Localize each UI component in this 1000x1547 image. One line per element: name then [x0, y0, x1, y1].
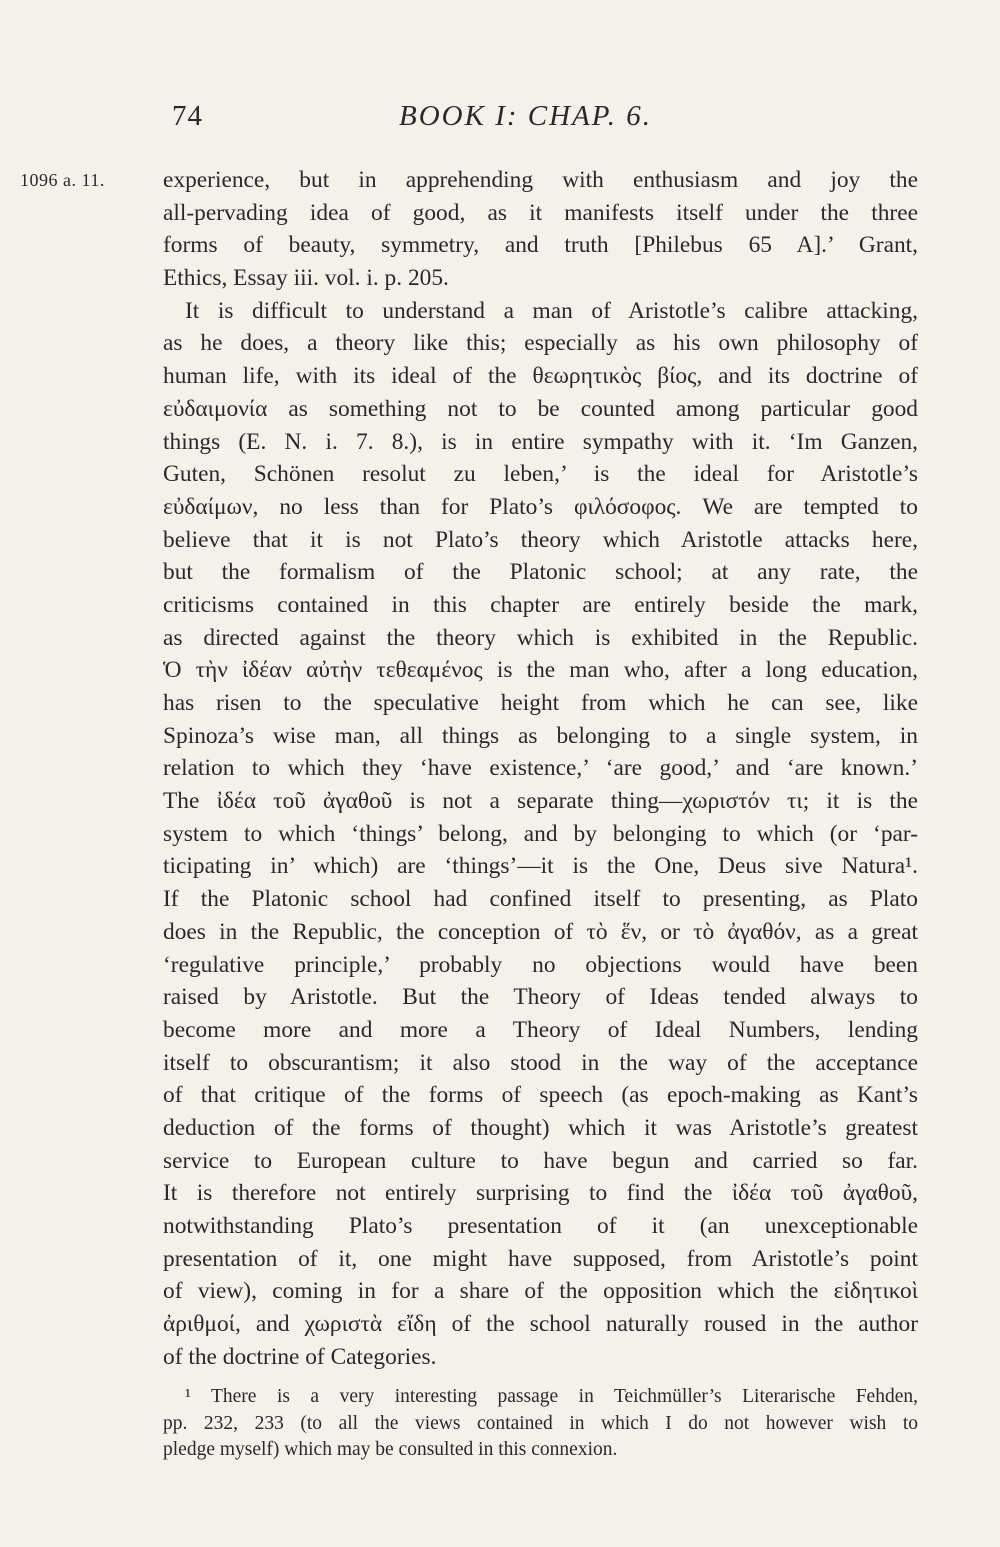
text-line: as he does, a theory like this; especially as his own philosophy of — [163, 330, 918, 357]
text-line: itself to obscurantism; it also stood in the way of the acceptance — [163, 1049, 918, 1076]
text-line: of view), coming in for a share of the opposition which the εἰδητικοὶ — [163, 1278, 918, 1305]
footnote-line: pledge myself) which may be consulted in this connexion. — [163, 1439, 618, 1460]
text-line: Guten, Schönen resolut zu leben,’ is the ideal for Aristotle’s — [163, 461, 918, 488]
text-line: deduction of the forms of thought) which it was Aristotle’s greatest — [163, 1114, 918, 1141]
text-line: raised by Aristotle. But the Theory of Ideas tended always to — [163, 984, 918, 1011]
text-line: Ethics, Essay iii. vol. i. p. 205. — [163, 265, 449, 292]
text-line: service to European culture to have begun and carried so far. — [163, 1147, 918, 1174]
margin-reference: 1096 a. 11. — [20, 170, 105, 190]
footnote-line: ¹ There is a very interesting passage in Teichmüller’s Literarische Fehden, — [185, 1386, 918, 1407]
text-line: Spinoza’s wise man, all things as belonging to a single system, in — [163, 722, 918, 749]
text-line: system to which ‘things’ belong, and by belonging to which (or ‘par- — [163, 820, 918, 847]
body-text — [163, 164, 918, 1373]
text-line: notwithstanding Plato’s presentation of it (an unexceptionable — [163, 1213, 918, 1239]
text-line: of that critique of the forms of speech (as epoch-making as Kant’s — [163, 1082, 918, 1109]
text-line: experience, but in apprehending with enthusiasm and joy the — [163, 167, 918, 193]
footnote-line: pp. 232, 233 (to all the views contained in which I do not however wish to — [163, 1412, 918, 1434]
text-line: of the doctrine of Categories. — [163, 1343, 437, 1370]
text-line: The ἰδέα τοῦ ἀγαθοῦ is not a separate thing—χωριστόν τι; it is the — [163, 788, 918, 815]
text-line: become more and more a Theory of Ideal Numbers, lending — [163, 1016, 918, 1043]
text-line: criticisms contained in this chapter are entirely beside the mark, — [163, 591, 918, 618]
text-line: εὐδαιμονία as something not to be counted among particular good — [163, 395, 918, 422]
text-line: relation to which they ‘have existence,’ ‘are good,’ and ‘are known.’ — [163, 755, 918, 782]
text-line: presentation of it, one might have supposed, from Aristotle’s point — [163, 1245, 918, 1272]
text-line: but the formalism of the Platonic school; at any rate, the — [163, 559, 918, 586]
text-line: If the Platonic school had confined itself to presenting, as Plato — [163, 886, 918, 913]
text-line: Ὁ τὴν ἰδέαν αὐτὴν τεθεαμένος is the man who, after a long education, — [163, 657, 918, 684]
chapter-title: BOOK I: CHAP. 6. — [399, 100, 652, 132]
text-line: has risen to the speculative height from which he can see, like — [163, 690, 918, 716]
footnote — [163, 1384, 918, 1464]
text-line: It is difficult to understand a man of Aristotle’s calibre attacking, — [185, 297, 918, 324]
page-number: 74 — [172, 100, 203, 132]
text-line: believe that it is not Plato’s theory which Aristotle attacks here, — [163, 526, 918, 553]
text-line: εὐδαίμων, no less than for Plato’s φιλόσοφος. We are tempted to — [163, 493, 918, 520]
text-line: does in the Republic, the conception of τὸ ἕν, or τὸ ἀγαθόν, as a great — [163, 918, 918, 945]
text-line: things (E. N. i. 7. 8.), is in entire sympathy with it. ‘Im Ganzen, — [163, 428, 918, 455]
text-line: as directed against the theory which is exhibited in the Republic. — [163, 624, 918, 651]
text-line: forms of beauty, symmetry, and truth [Philebus 65 A].’ Grant, — [163, 232, 918, 259]
running-head — [162, 100, 672, 140]
text-line: It is therefore not entirely surprising to find the ἰδέα τοῦ ἀγαθοῦ, — [163, 1180, 918, 1207]
text-line: all-pervading idea of good, as it manifests itself under the three — [163, 199, 918, 226]
text-line: human life, with its ideal of the θεωρητικὸς βίος, and its doctrine of — [163, 363, 918, 390]
text-line: ticipating in’ which) are ‘things’—it is the One, Deus sive Natura¹. — [163, 853, 918, 880]
text-line: ‘regulative principle,’ probably no objections would have been — [163, 951, 918, 978]
text-line: ἀριθμοί, and χωριστὰ εἴδη of the school naturally roused in the author — [163, 1311, 918, 1338]
